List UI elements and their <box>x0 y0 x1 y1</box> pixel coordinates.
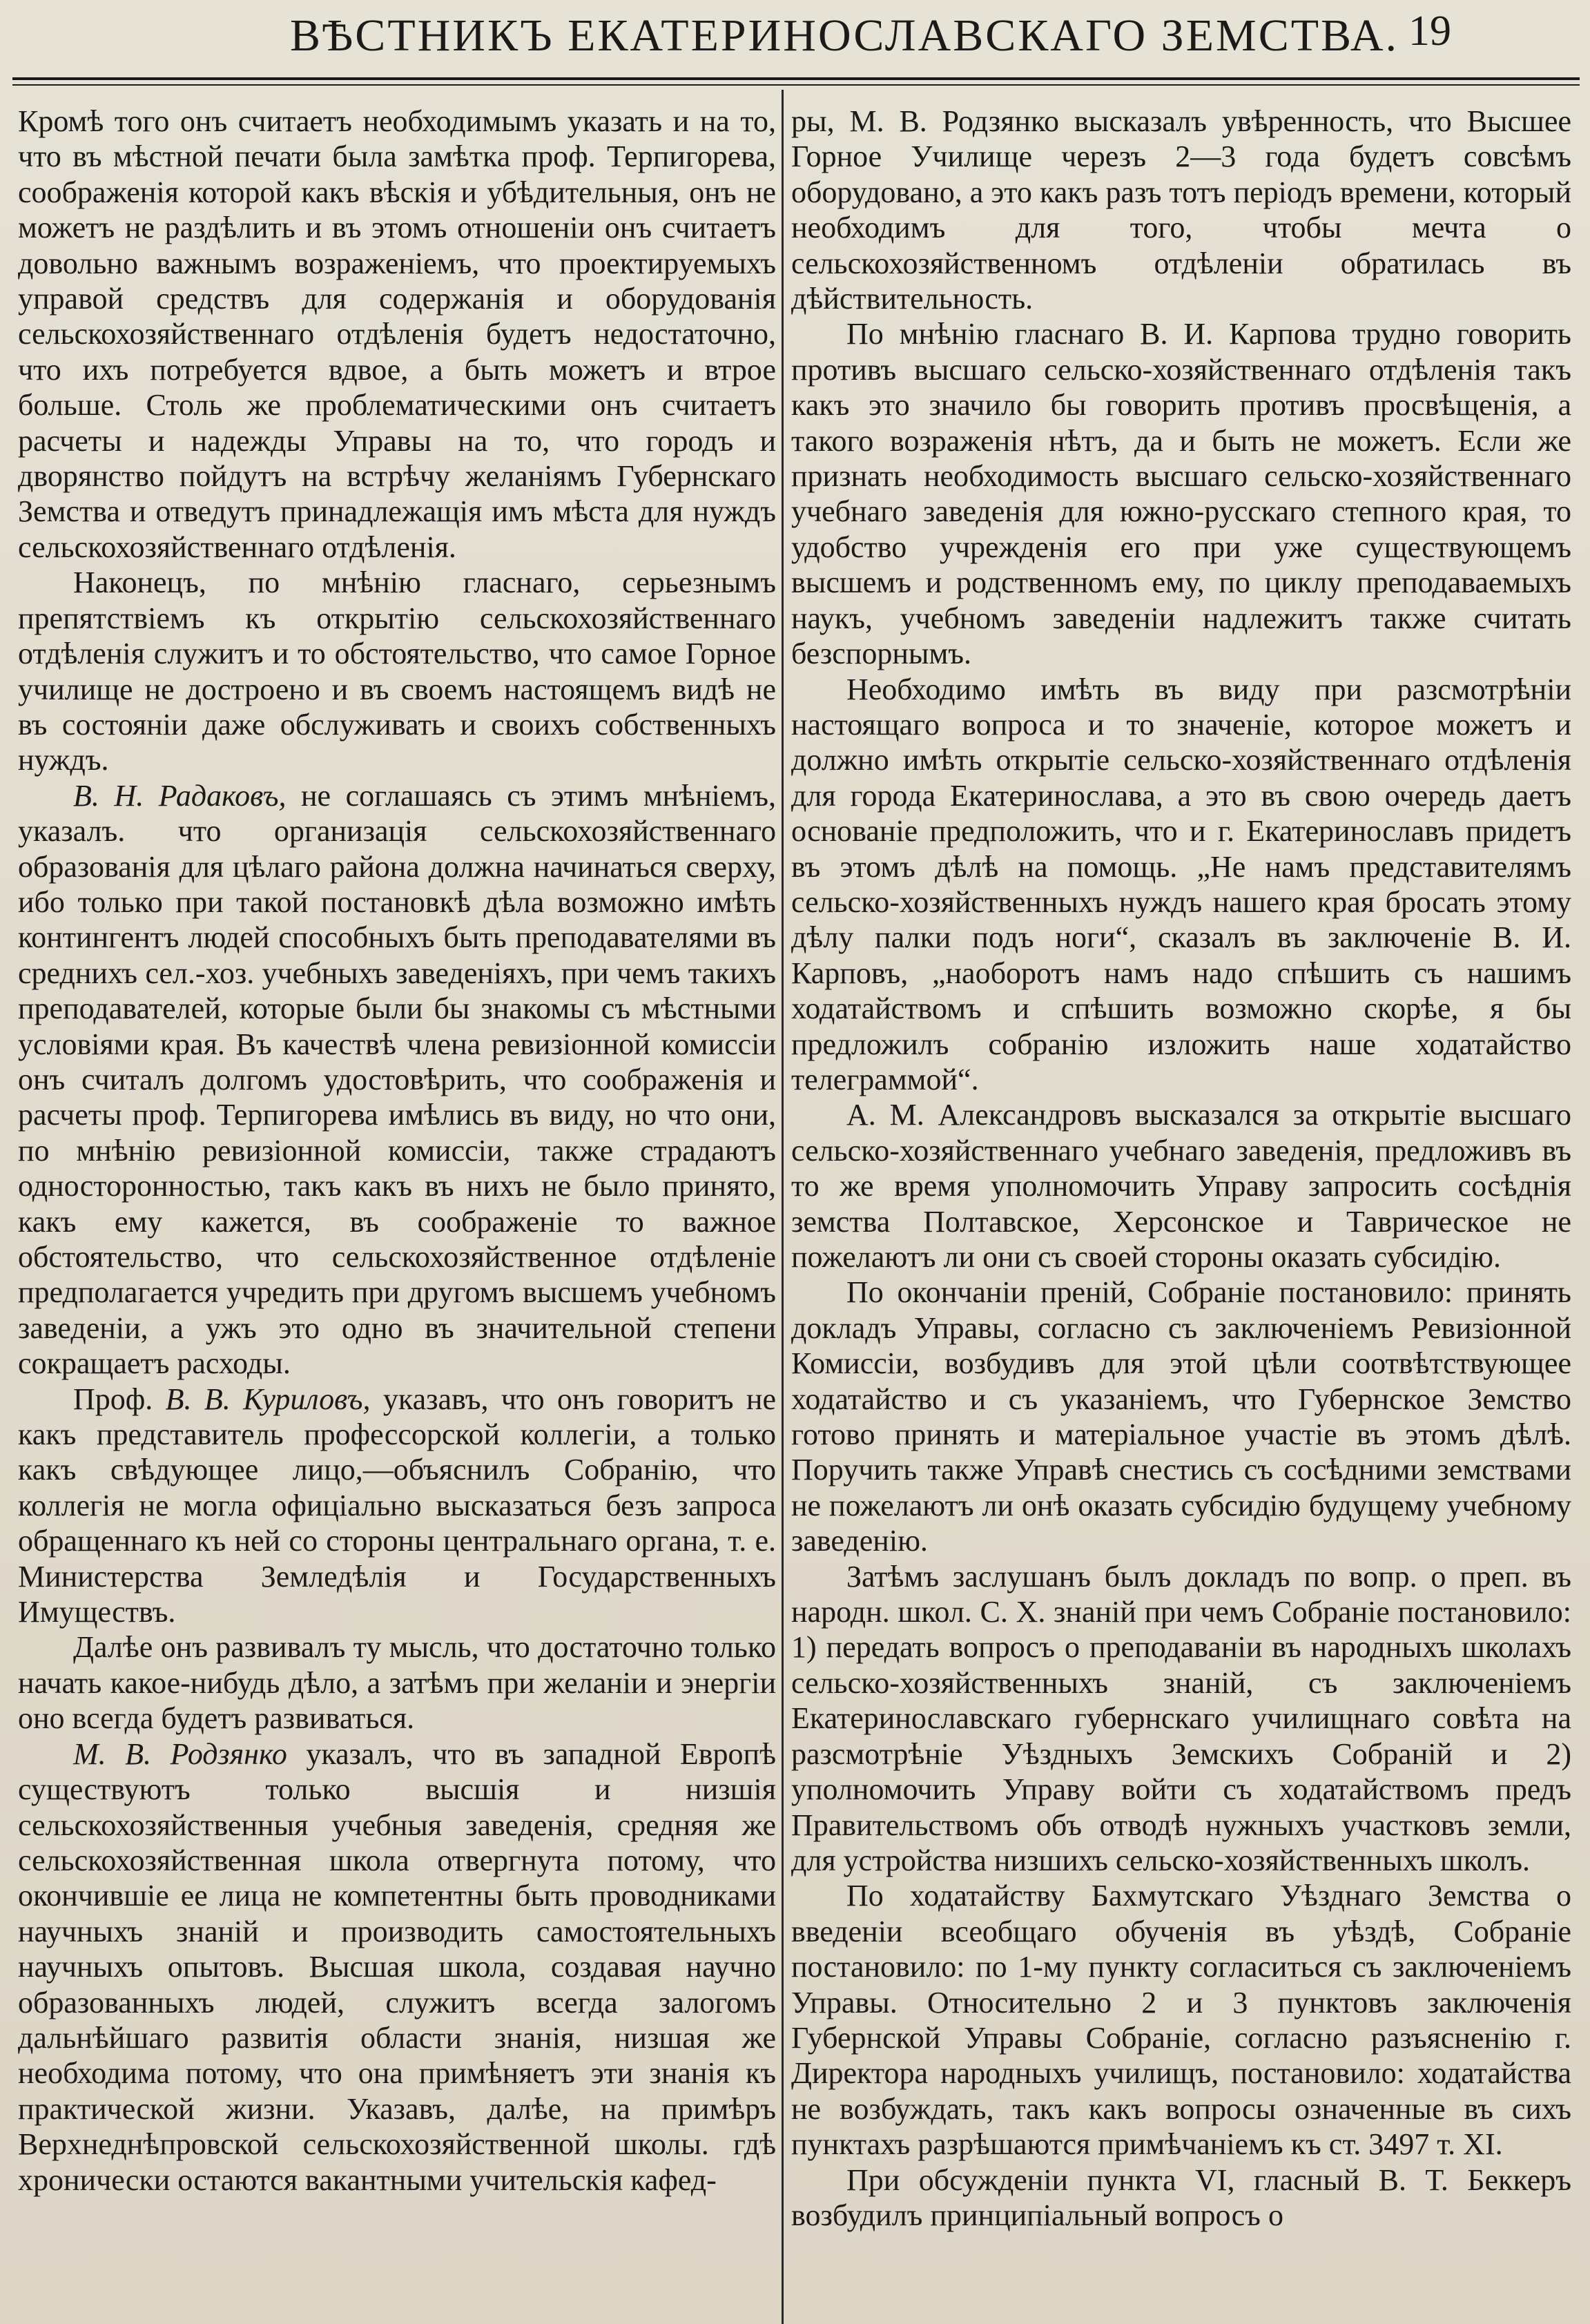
speaker-name: М. В. Родзянко <box>73 1736 287 1771</box>
paragraph: По мнѣнію гласнаго В. И. Карпова трудно говорить противъ высшаго сельско-хозяйственнаго отдѣленія такъ какъ это значило бы говорить противъ просвѣщенія, а такого возраженія нѣтъ, да и быть не можетъ. Если же признать необходимость высшаго сельско-хозяйственнаго учебнаго заведенія для южно-русскаго степного края, то удобство учрежденія его при уже существующемъ высшемъ и родственномъ ему, по циклу преподаваемыхъ наукъ, учебномъ заведеніи надлежитъ также считать безспорнымъ. <box>791 317 1571 671</box>
paragraph: Наконецъ, по мнѣнію гласнаго, серьезнымъ препятствіемъ къ открытію сельскохозяйственнаго отдѣленія служитъ и то обстоятельство, что самое Горное училище не достроено и въ своемъ настоящемъ видѣ не въ состояніи даже обслуживать и своихъ собственныхъ нуждъ. <box>18 565 776 777</box>
right-column <box>791 104 1571 2306</box>
paragraph <box>18 1382 776 1630</box>
paragraph-text: указалъ, что въ западной Европѣ существуютъ только высшія и низшія сельскохозяйственныя учебныя заведенія, средняя же сельскохозяйственная школа отвергнута потому, что окончившіе ее лица не компетентны быть проводниками научныхъ знаній и производить самостоятельныхъ научныхъ опытовъ. Высшая школа, создавая научно образованныхъ людей, служитъ всегда залогомъ дальнѣйшаго развитія области знанія, низшая же необходима потому, что она примѣняетъ эти знанія къ практической жизни. Указавъ, далѣе, на примѣръ Верхнеднѣпровской сельскохозяйственной школы. гдѣ хронически остаются вакантными учительскія кафед- <box>18 1736 776 2197</box>
paragraph: Затѣмъ заслушанъ былъ докладъ по вопр. о преп. въ народн. школ. С. Х. знаній при чемъ Собраніе постановило: 1) передать вопросъ о преподаваніи въ народныхъ школахъ сельско-хозяйственныхъ знаній, съ заключеніемъ Екатеринославскаго губернскаго училищнаго совѣта на разсмотрѣніе Уѣздныхъ Земскихъ Собраній и 2) уполномочить Управу войти съ ходатайствомъ предъ Правительствомъ объ отводѣ нужныхъ участковъ земли, для устройства низшихъ сельско-хозяйственныхъ школъ. <box>791 1559 1571 1877</box>
paragraph: Необходимо имѣть въ виду при разсмотрѣніи настоящаго вопроса и то значеніе, которое можетъ и должно имѣть открытіе сельско-хозяйственнаго отдѣленія для города Екатеринослава, а это въ свою очередь даетъ основаніе предположить, что и г. Екатеринославъ придетъ въ этомъ дѣлѣ на помощь. „Не намъ представителямъ сельско-хозяйственныхъ нуждъ нашего края бросать этому дѣлу палки подъ ноги“, сказалъ въ заключеніе В. И. Карповъ, „наоборотъ намъ надо спѣшить съ нашимъ ходатайствомъ и спѣшить возможно скорѣе, я бы предложилъ собранію изложить наше ходатайство телеграммой“. <box>791 672 1571 1096</box>
speaker-name: В. В. Куриловъ, <box>165 1382 371 1416</box>
speaker-title: Проф. <box>73 1382 166 1416</box>
column-divider <box>782 90 784 2324</box>
header-double-rule <box>12 77 1580 86</box>
publication-title: ВѢСТНИКЪ ЕКАТЕРИНОСЛАВСКАГО ЗЕМСТВА. <box>290 10 1399 61</box>
paragraph: По ходатайству Бахмутскаго Уѣзднаго Земства о введеніи всеобщаго обученія въ уѣздѣ, Собраніе постановило: по 1-му пункту согласиться съ заключеніемъ Управы. Относительно 2 и 3 пунктовъ заключенія Губернской Управы Собраніе, согласно разъясненію г. Директора народныхъ училищъ, постановило: ходатайства не возбуждать, такъ какъ вопросы означенные въ сихъ пунктахъ разрѣшаются примѣчаніемъ къ ст. 3497 т. XI. <box>791 1879 1571 2162</box>
paragraph <box>18 778 776 1382</box>
paragraph: Далѣе онъ развивалъ ту мысль, что достаточно только начать какое-нибудь дѣло, а затѣмъ при желаніи и энергіи оно всегда будетъ развиваться. <box>18 1630 776 1736</box>
paragraph: Кромѣ того онъ считаетъ необходимымъ указать и на то, что въ мѣстной печати была замѣтка проф. Терпигорева, соображенія которой какъ вѣскія и убѣдительныя, онъ не можетъ не раздѣлить и въ этомъ отношеніи онъ считаетъ довольно важнымъ возраженіемъ, что проектируемыхъ управой средствъ для содержанія и оборудованія сельскохозяйственнаго отдѣленія будетъ недостаточно, что ихъ потребуется вдвое, а быть можетъ и втрое больше. Столь же проблематическими онъ считаетъ расчеты и надежды Управы на то, что городъ и дворянство пойдутъ на встрѣчу желаніямъ Губернскаго Земства и отведутъ принадлежащія имъ мѣста для нуждъ сельскохозяйственнаго отдѣленія. <box>18 104 776 564</box>
page-header <box>0 0 1590 83</box>
left-column <box>18 104 776 2306</box>
paragraph: ры, М. В. Родзянко высказалъ увѣренность, что Высшее Горное Училище черезъ 2—3 года будетъ совсѣмъ оборудовано, а это какъ разъ тотъ періодъ времени, который необходимъ для того, чтобы мечта о сельскохозяйственномъ отдѣленіи обратилась въ дѣйствительность. <box>791 104 1571 316</box>
paragraph <box>18 1736 776 2198</box>
paragraph-text: указавъ, что онъ говоритъ не какъ представитель профессорской коллегіи, а только какъ свѣдующее лицо,—объяснилъ Собранію, что коллегія не могла офиціально высказаться безъ запроса обращеннаго къ ней со стороны центральнаго органа, т. е. Министерства Земледѣлія и Государственныхъ Имуществъ. <box>18 1382 776 1629</box>
page-number: 19 <box>1408 8 1451 55</box>
paragraph: А. М. Александровъ высказался за открытіе высшаго сельско-хозяйственнаго учебнаго заведенія, предложивъ въ то же время уполномочить Управу запросить сосѣднія земства Полтавское, Херсонское и Таврическое не пожелаютъ ли они съ своей стороны оказать субсидію. <box>791 1098 1571 1274</box>
paragraph-text: не соглашаясь съ этимъ мнѣніемъ, указалъ. что организація сельскохозяйственнаго образованія для цѣлаго района должна начинаться сверху, ибо только при такой постановкѣ дѣла возможно имѣть контингентъ людей способныхъ быть преподавателями въ среднихъ сел.-хоз. учебныхъ заведеніяхъ, при чемъ такихъ преподавателей, которые были бы знакомы съ мѣстными условіями края. Въ качествѣ члена ревизіонной комиссіи онъ считалъ долгомъ удостовѣрить, что соображенія и расчеты проф. Терпигорева имѣлись въ виду, но что они, по мнѣнію ревизіонной комиссіи, также страдаютъ односторонностью, такъ какъ въ нихъ не было принято, какъ ему кажется, въ соображеніе то важное обстоятельство, что сельскохозяйственное отдѣленіе предполагается учредить при другомъ высшемъ учебномъ заведеніи, а ужъ это одно въ значительной степени сокращаетъ расходы. <box>18 778 776 1381</box>
paragraph: При обсужденіи пункта VI, гласный В. Т. Беккеръ возбудилъ принципіальный вопросъ о <box>791 2162 1571 2232</box>
paragraph: По окончаніи преній, Собраніе постановило: принять докладъ Управы, согласно съ заключеніемъ Ревизіонной Комиссіи, возбудивъ для этой цѣли соотвѣтствующее ходатайство и съ указаніемъ, что Губернское Земство готово принять и матеріальное участіе въ этомъ дѣлѣ. Поручить также Управѣ снестись съ сосѣдними земствами не пожелаютъ ли онѣ оказать субсидію будущему учебному заведенію. <box>791 1275 1571 1558</box>
speaker-name: В. Н. Радаковъ, <box>73 778 287 813</box>
